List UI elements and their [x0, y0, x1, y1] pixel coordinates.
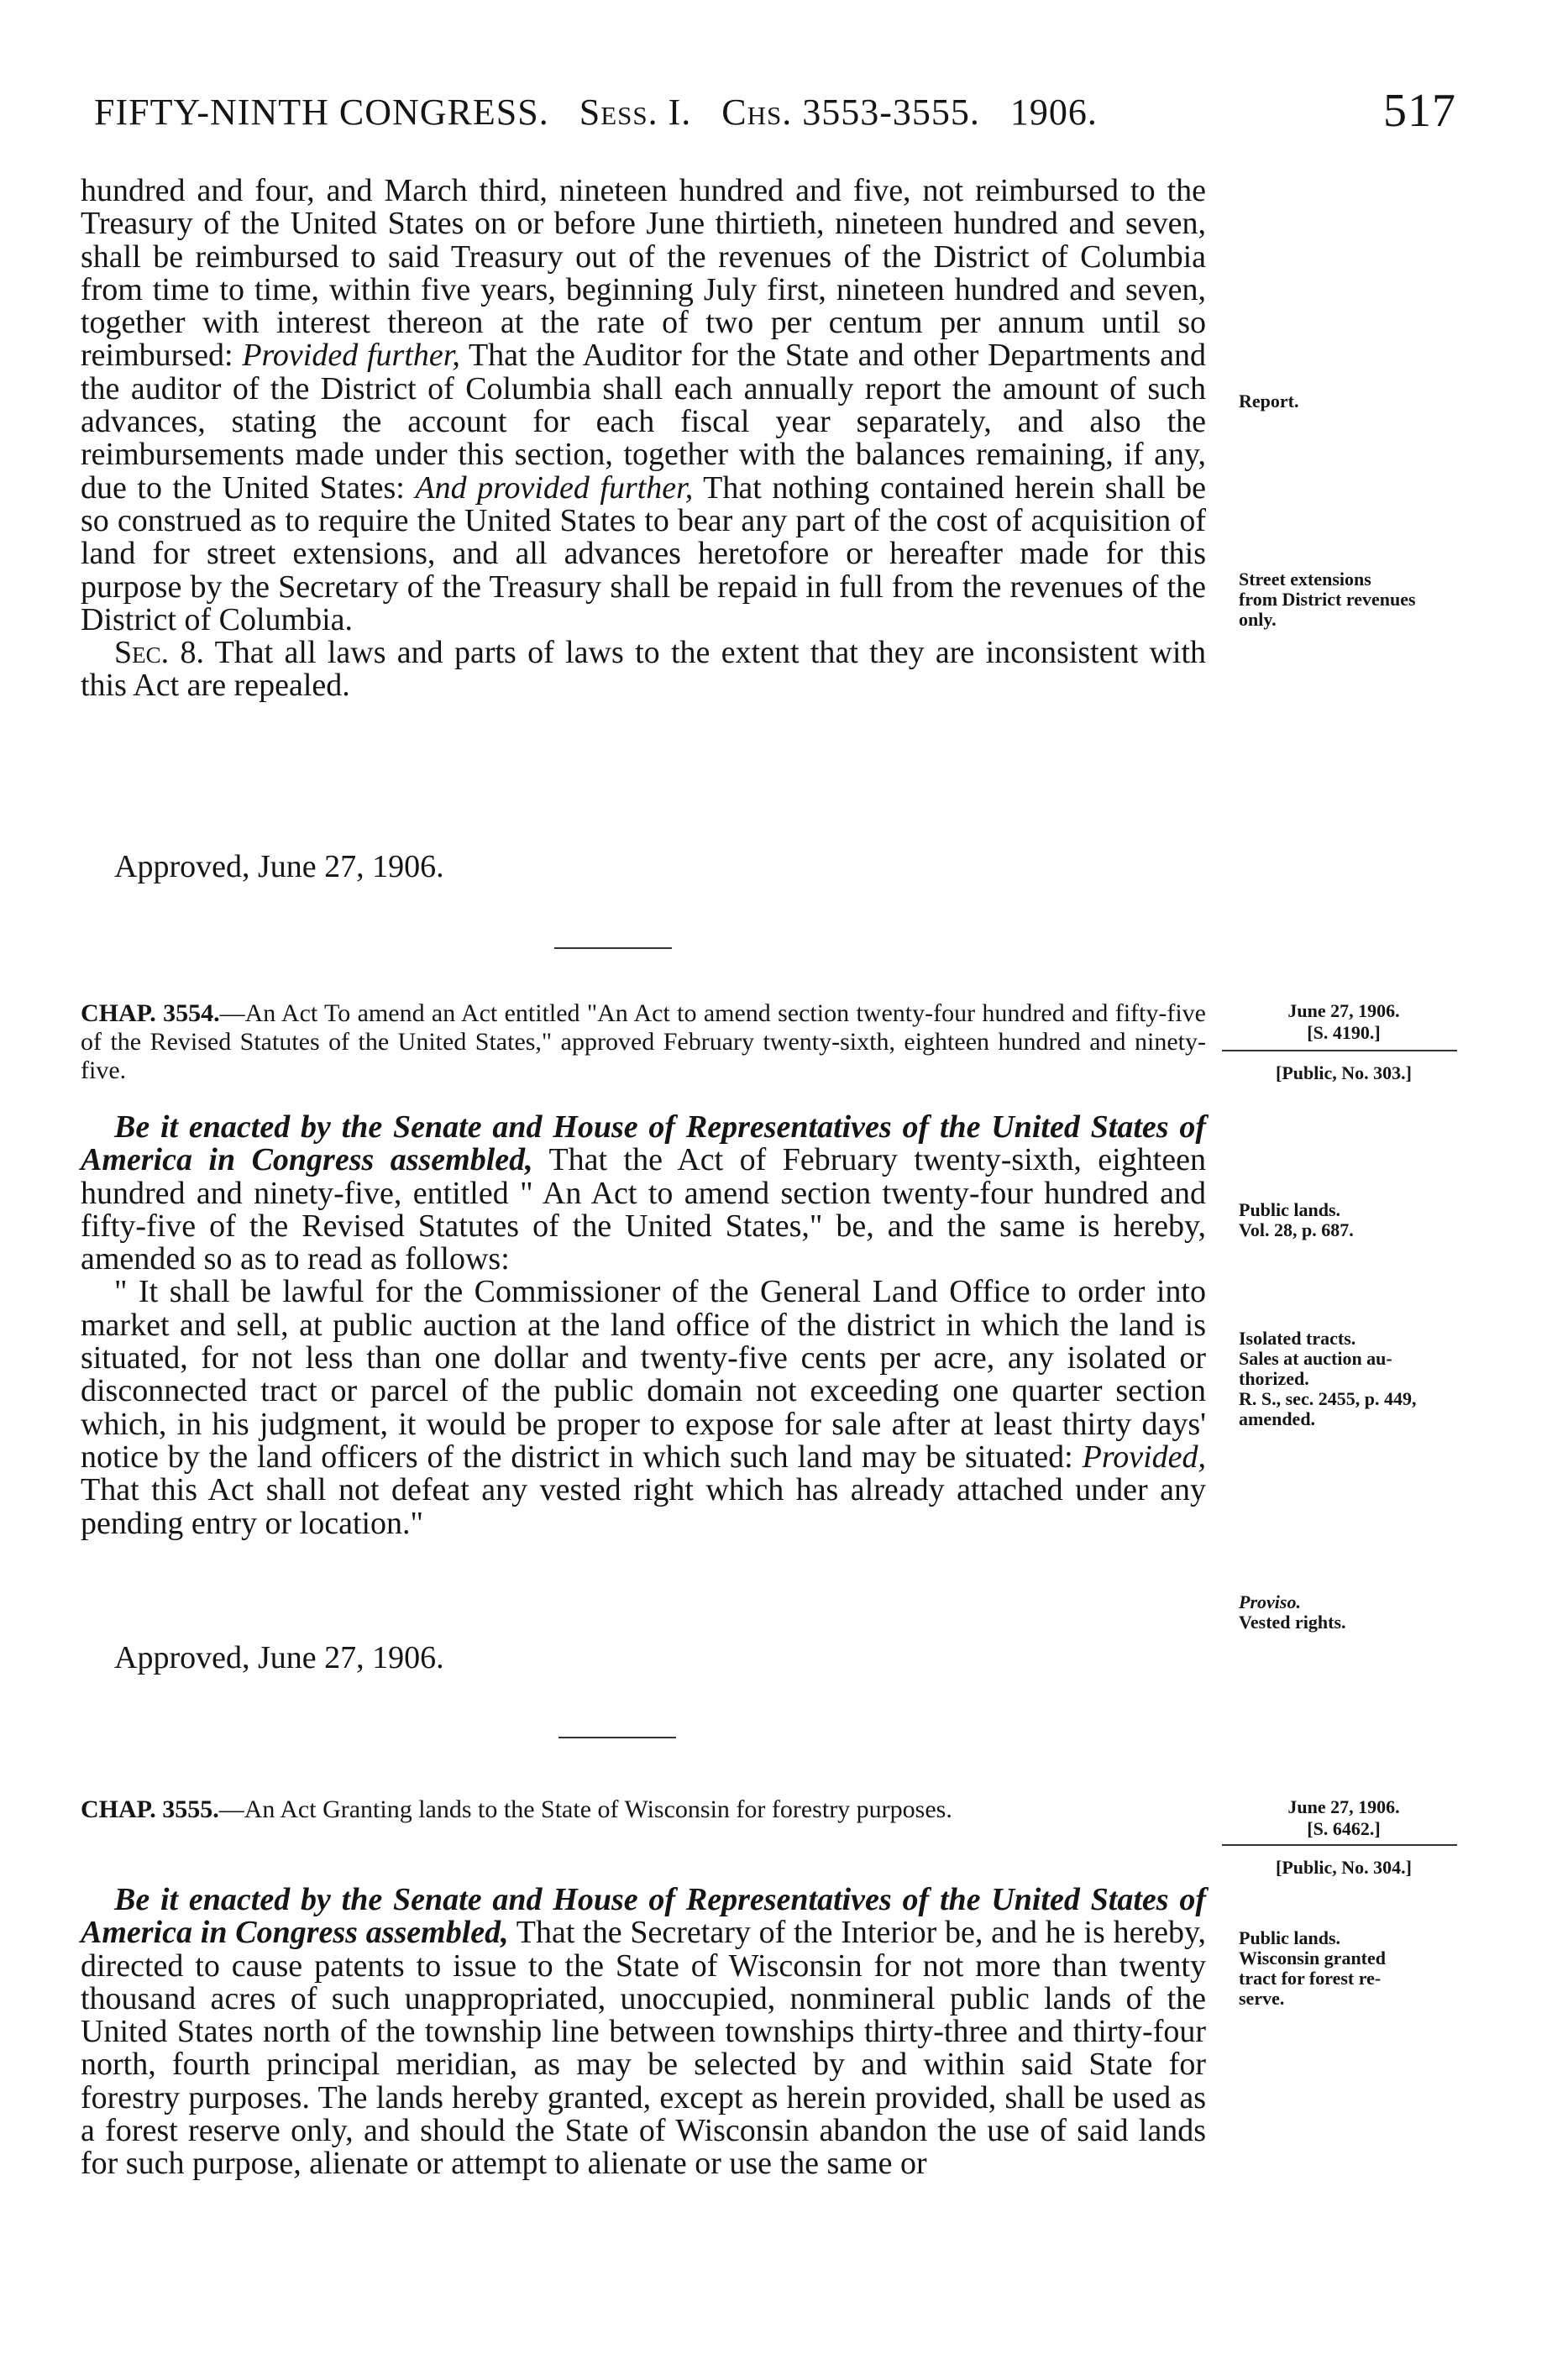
proviso-label: And provided further,	[415, 469, 694, 506]
chapter-3555-body	[81, 1884, 1206, 2181]
chapter-label: CHAP. 3555.	[81, 1795, 219, 1823]
congress-title: FIFTY-NINTH CONGRESS.	[94, 92, 549, 133]
chapter-3554-body	[81, 1111, 1206, 1540]
proviso-label: Provided,	[1082, 1439, 1207, 1475]
running-header	[94, 91, 1098, 134]
enacting-clause: Be it enacted by the Senate and House of Representatives of the United States of America in Congress assembled, That the Act of February twenty-sixth, eighteen hundred and ninety-five, entitled " An Act to amend section twenty-four hundred and fifty-five of the Revised Statutes of the United States," be, and the same is hereby, amended so as to read as follows:	[81, 1109, 1206, 1277]
chapter-title: —An Act Granting lands to the State of Wisconsin for forestry purposes.	[218, 1795, 952, 1823]
sidenote-report: Report.	[1239, 391, 1299, 412]
divider	[558, 1737, 676, 1738]
chapter-3554-bill: [S. 4190.]	[1307, 1022, 1381, 1043]
sidenote-public-lands: Public lands. Vol. 28, p. 687.	[1239, 1199, 1354, 1240]
chapter-3554-date: June 27, 1906.	[1287, 1000, 1400, 1021]
chapter-3555-bill: [S. 6462.]	[1307, 1818, 1381, 1839]
divider	[1222, 1844, 1457, 1846]
sidenote-isolated-tracts: Isolated tracts. Sales at auction au- thorized. R. S., sec. 2455, p. 449, amended.	[1239, 1328, 1417, 1429]
divider	[554, 947, 672, 949]
enacting-clause: Be it enacted by the Senate and House of Representatives of the United States of America in Congress assembled, That the Secretary of the Interior be, and he is hereby, directed to cause patents to issue to the State of Wisconsin for not more than twenty thousand acres of such unappropriated, unoccupied, nonmineral public lands of the United States north of the township line between townships thirty-three and thirty-four north, fourth principal meridian, as may be selected by and within said State for forestry purposes. The lands hereby granted, except as herein provided, shall be used as a forest reserve only, and should the State of Wisconsin abandon the use of said lands for such purpose, alienate or attempt to alienate or use the same or	[81, 1882, 1206, 2182]
chapter-3555-date: June 27, 1906.	[1287, 1796, 1400, 1817]
paragraph: hundred and four, and March third, nineteen hundred and five, not reimbursed to the Treasury of the United States on or before June thirtieth, nineteen hundred and seven, shall be reimbursed to said Treasury out of the revenues of the District of Columbia from time to time, within five years, beginning July first, nineteen hundred and seven, together with interest thereon at the rate of two per centum per annum until so reimbursed: Provided further, That the Auditor for the State and other Departments and the auditor of the District of Columbia shall each annually report the amount of such advances, stating the account for each fiscal year separately, and also the reimbursements made under this section, together with the balances remaining, if any, due to the United States: And provided further, That nothing contained herein shall be so construed as to require the United States to bear any part of the cost of acquisition of land for street extensions, and all advances heretofore or hereafter made for this purpose by the Secretary of the Treasury shall be repaid in full from the revenues of the District of Columbia.	[81, 173, 1206, 637]
section-8: Sec. 8. That all laws and parts of laws to the extent that they are inconsistent with this Act are repealed.	[81, 635, 1206, 704]
sidenote-wisconsin: Public lands. Wisconsin granted tract for forest re- serve.	[1239, 1927, 1387, 2009]
approved-line: Approved, June 27, 1906.	[114, 1640, 444, 1675]
header-year: 1906.	[1009, 92, 1098, 133]
chapter-3554-heading	[81, 999, 1206, 1085]
chapter-label: CHAP. 3554.	[81, 999, 220, 1027]
divider	[1222, 1050, 1457, 1051]
approved-line: Approved, June 27, 1906.	[114, 849, 444, 884]
chapters-label: Chs. 3553-3555.	[721, 92, 980, 133]
amended-text: " It shall be lawful for the Commissioner of the General Land Office to order into market and sell, at public auction at the land office of the district in which the land is situated, for not less than one dollar and twenty-five cents per acre, any isolated or disconnected tract or parcel of the public domain not exceeding one quarter section which, in his judgment, it would be proper to expose for sale after at least thirty days' notice by the land officers of the district in which such land may be situated: Provided, That this Act shall not defeat any vested right which has already attached under any pending entry or location."	[81, 1274, 1207, 1541]
sidenote-proviso: Proviso. Vested rights.	[1239, 1591, 1346, 1633]
sidenote-street-extensions: Street extensions from District revenues only.	[1239, 569, 1416, 630]
section-continuation	[81, 175, 1206, 703]
chapter-title: —An Act To amend an Act entitled "An Act to amend section twenty-four hundred and fifty-five of the Revised Statutes of the United States," approved February twenty-sixth, eighteen hundred and ninety-five.	[81, 999, 1206, 1084]
page-number: 517	[1383, 85, 1456, 137]
session-label: Sess. I.	[579, 92, 692, 133]
chapter-3555-heading	[81, 1795, 1206, 1824]
proviso-label: Provided further,	[242, 338, 460, 374]
chapter-3554-public-law: [Public, No. 303.]	[1276, 1062, 1412, 1083]
chapter-3555-public-law: [Public, No. 304.]	[1276, 1857, 1412, 1878]
